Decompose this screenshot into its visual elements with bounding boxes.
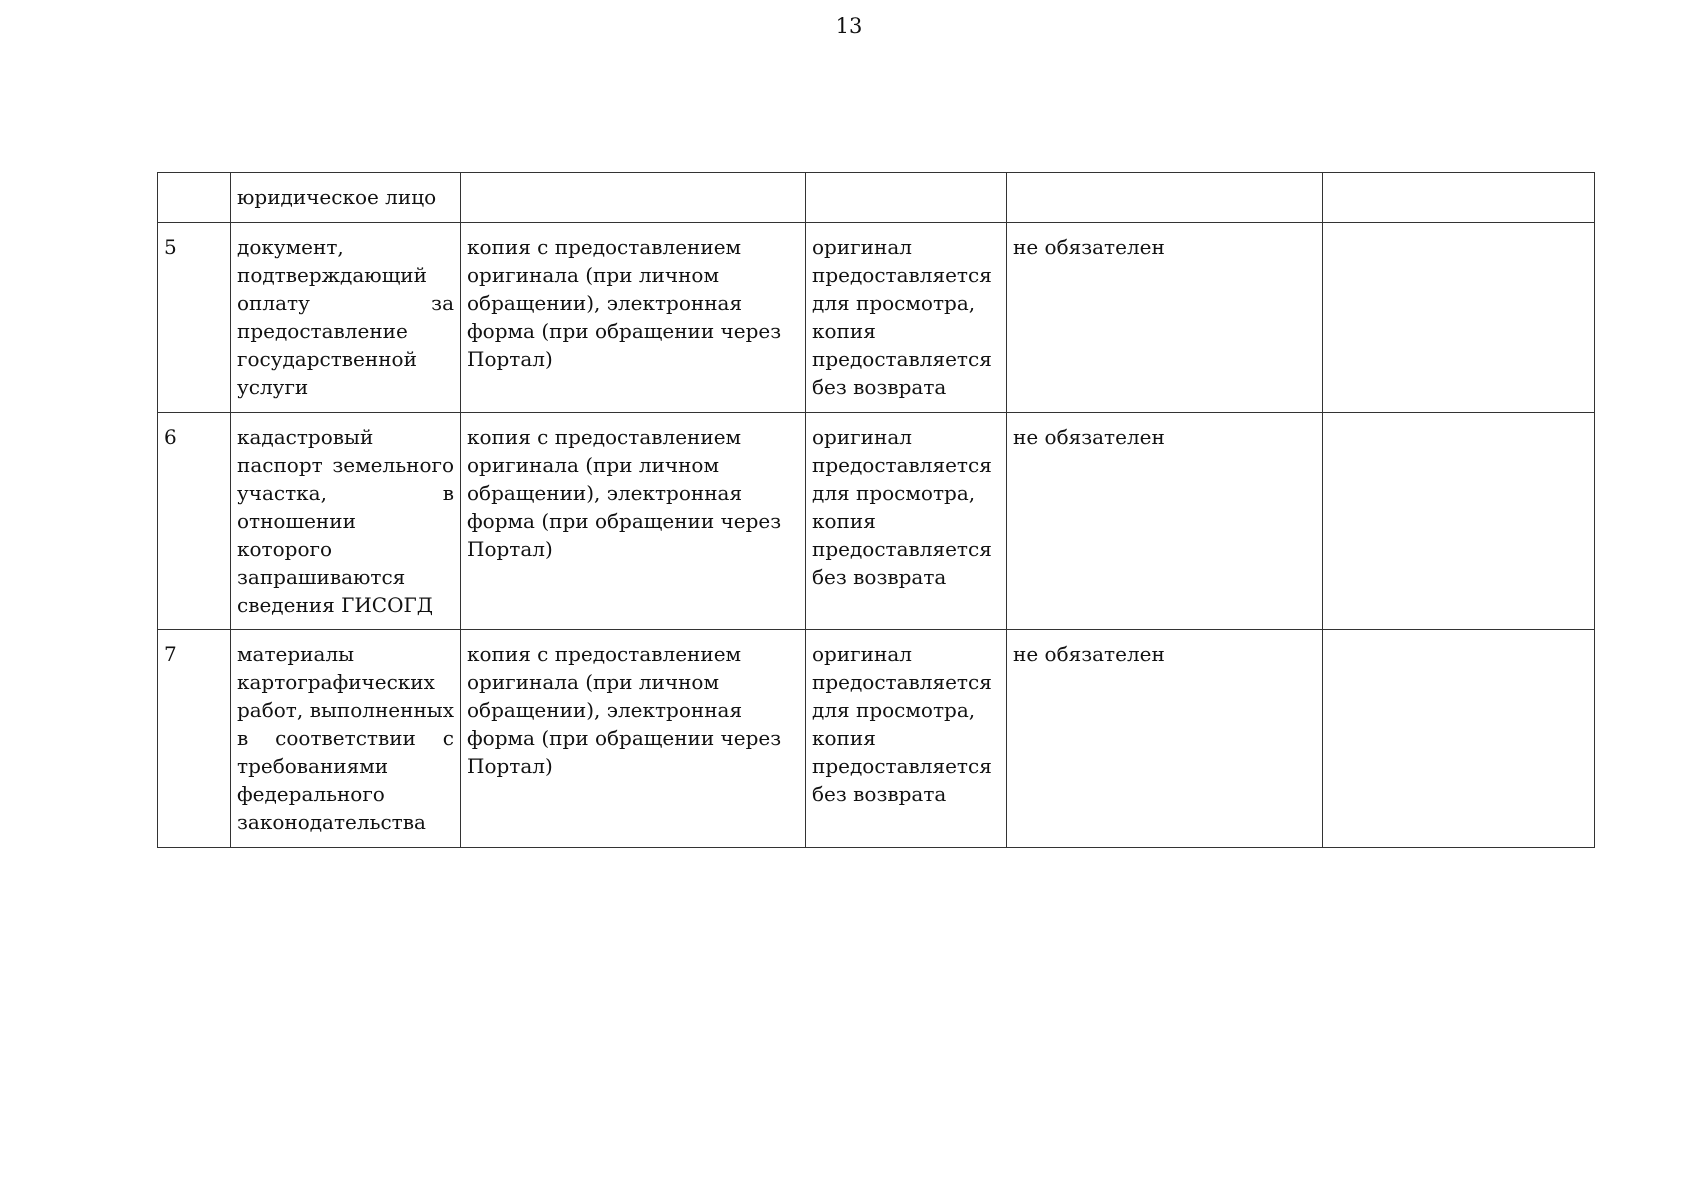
table-row <box>158 630 1595 848</box>
cell-number: 5 <box>158 223 231 413</box>
cell-handling: оригинал предоставляется для просмотра, копия предоставляется без возврата <box>806 630 1007 848</box>
cell-number: 7 <box>158 630 231 848</box>
cell-requirement: не обязателен <box>1007 223 1323 413</box>
documents-table <box>157 172 1595 848</box>
cell-note <box>1323 630 1595 848</box>
cell-document: документ, подтверждающий оплату за предоставление государственной услуги <box>231 223 461 413</box>
cell-requirement: не обязателен <box>1007 413 1323 630</box>
cell-note <box>1323 223 1595 413</box>
cell-form: копия с предоставлением оригинала (при личном обращении), электронная форма (при обращении через Портал) <box>461 223 806 413</box>
cell-handling: оригинал предоставляется для просмотра, копия предоставляется без возврата <box>806 413 1007 630</box>
page-number: 13 <box>835 14 863 38</box>
cell-requirement: не обязателен <box>1007 630 1323 848</box>
cell-handling: оригинал предоставляется для просмотра, копия предоставляется без возврата <box>806 223 1007 413</box>
cell-number: 6 <box>158 413 231 630</box>
cell-document: кадастровый паспорт земельного участка, в отношении которого запрашиваются сведения ГИСОГД <box>231 413 461 630</box>
table-row <box>158 413 1595 630</box>
table-row <box>158 173 1595 223</box>
cell-document: юридическое лицо <box>231 173 461 223</box>
cell-number <box>158 173 231 223</box>
cell-requirement <box>1007 173 1323 223</box>
cell-note <box>1323 413 1595 630</box>
table-row <box>158 223 1595 413</box>
cell-form: копия с предоставлением оригинала (при личном обращении), электронная форма (при обращении через Портал) <box>461 630 806 848</box>
cell-form: копия с предоставлением оригинала (при личном обращении), электронная форма (при обращении через Портал) <box>461 413 806 630</box>
cell-handling <box>806 173 1007 223</box>
cell-form <box>461 173 806 223</box>
cell-note <box>1323 173 1595 223</box>
cell-document: материалы картографических работ, выполненных в соответствии с требованиями федерального законодательства <box>231 630 461 848</box>
